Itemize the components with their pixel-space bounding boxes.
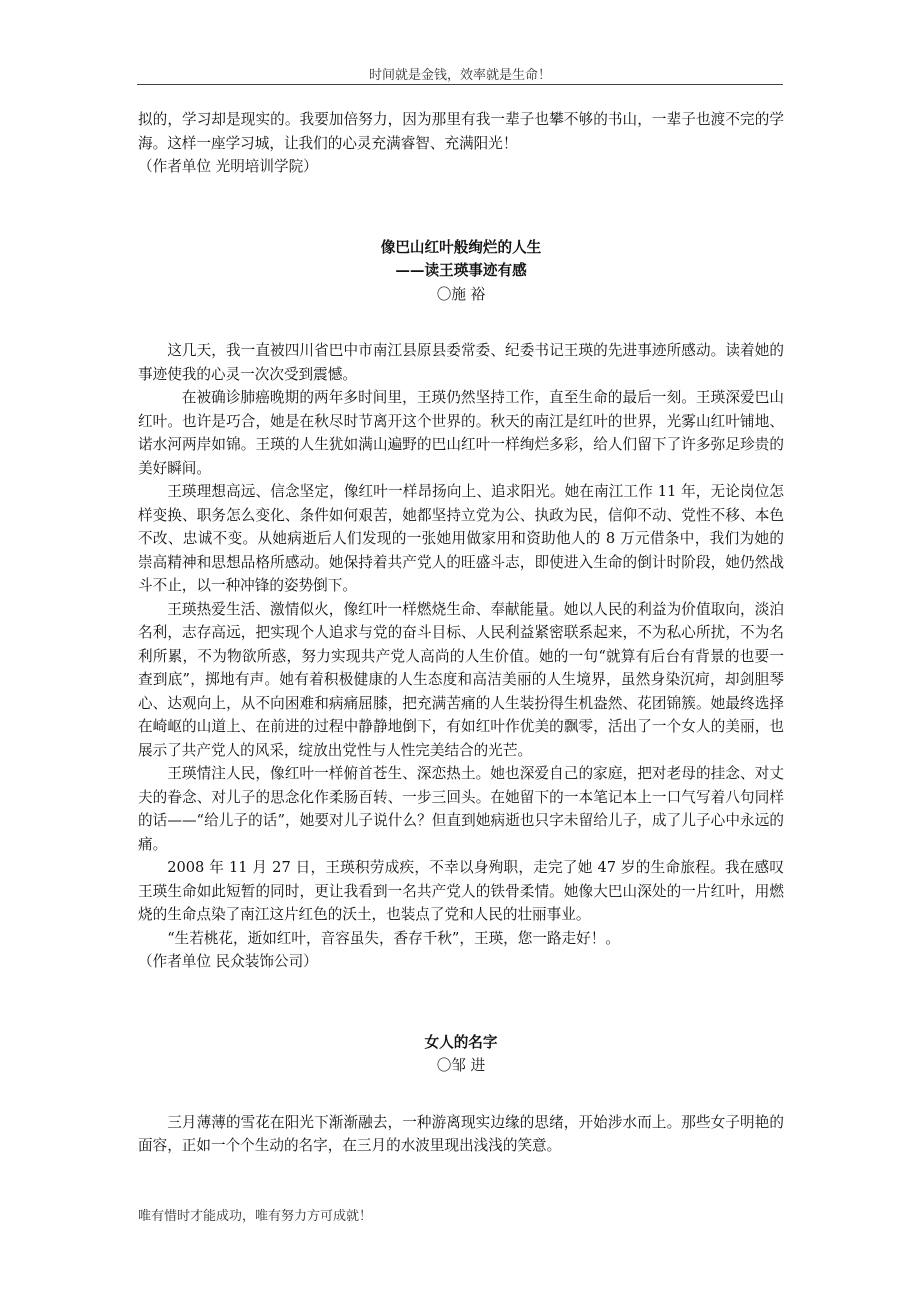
page-header: 时间就是金钱，效率就是生命！	[368, 68, 551, 83]
article1-affiliation: （作者单位 民众装饰公司）	[138, 953, 318, 970]
article1-paragraph: 王瑛理想高远、信念坚定，像红叶一样昂扬向上、追求阳光。她在南江工作 11 年，无论岗位怎样变换、职务怎么变化、条件如何艰苦，她都坚持立党为公、执政为民，信仰不动、党性不移、本色不改、忠诚不变。从她病逝后人们发现的一张她用做家用和资助他人的 8 万元借条中，我们为她的崇高精神和思想品格所感动。她保持着共产党人的旺盛斗志，即使进入生命的倒计时阶段，她仍然战斗不止，以一种冲锋的姿势倒下。	[138, 483, 784, 594]
article1-author: 〇施 裕	[436, 285, 486, 303]
continuation-affiliation: （作者单位 光明培训学院）	[138, 158, 318, 175]
page-footer: 唯有惜时才能成功，唯有努力方可成就！	[138, 1209, 373, 1224]
article1-paragraph: “生若桃花，逝如红叶，音容虽失，香存千秋”，王瑛，您一路走好！。	[167, 929, 620, 947]
article2-author: 〇邹 进	[436, 1057, 486, 1074]
page-body	[138, 108, 784, 1158]
article1-paragraph: 在被确诊肺癌晚期的两年多时间里，王瑛仍然坚持工作，直至生命的最后一刻。王瑛深爱巴山红叶。也许是巧合，她是在秋尽时节离开这个世界的。秋天的南江是红叶的世界，光雾山红叶铺地、诺水河两岸如锦。王瑛的人生犹如满山遍野的巴山红叶一样绚烂多彩，给人们留下了许多弥足珍贵的美好瞬间。	[138, 389, 784, 477]
article1-paragraph: 王瑛热爱生活、激情似火，像红叶一样燃烧生命、奉献能量。她以人民的利益为价值取向，淡泊名利，志存高远，把实现个人追求与党的奋斗目标、人民利益紧密联系起来，不为私心所扰，不为名利所累，不为物欲所惑，努力实现共产党人高尚的人生价值。她的一句“就算有后台有背景的也要一查到底”，掷地有声。她有着积极健康的人生态度和高洁美丽的人生境界，虽然身染沉疴，却剑胆琴心、达观向上，从不向困难和病痛屈膝，把充满苦痛的人生装扮得生机盎然、花团锦簇。她最终选择在崎岖的山道上、在前进的过程中静静地倒下，有如红叶作优美的飘零，活出了一个女人的美丽，也展示了共产党人的风采，绽放出党性与人性完美结合的光芒。	[138, 600, 784, 759]
article1-title: 像巴山红叶般绚烂的人生	[380, 238, 542, 256]
article1-paragraph: 王瑛情注人民，像红叶一样俯首苍生、深恋热土。她也深爱自己的家庭，把对老母的挂念、对丈夫的眷念、对儿子的思念化作柔肠百转、一步三回头。在她留下的一本笔记本上一口气写着八句同样的话——“给儿子的话”，她要对儿子说什么？但直到她病逝也只字未留给儿子，成了儿子心中永远的痛。	[138, 765, 784, 853]
article1-paragraph: 这几天，我一直被四川省巴中市南江县原县委常委、纪委书记王瑛的先进事迹所感动。读着她的事迹使我的心灵一次次受到震憾。	[138, 342, 784, 383]
header-rule	[137, 84, 783, 85]
article1-subtitle: ——读王瑛事迹有感	[395, 262, 527, 279]
continuation-paragraph: 拟的，学习却是现实的。我要加倍努力，因为那里有我一辈子也攀不够的书山，一辈子也渡不完的学海。这样一座学习城，让我们的心灵充满睿智、充满阳光！	[138, 111, 784, 152]
article2-title: 女人的名字	[424, 1033, 498, 1051]
article2-paragraph: 三月薄薄的雪花在阳光下渐渐融去，一种游离现实边缘的思绪，开始涉水而上。那些女子明艳的面容，正如一个个生动的名字，在三月的水波里现出浅浅的笑意。	[138, 1113, 784, 1154]
article1-paragraph: 2008 年 11 月 27 日，王瑛积劳成疾，不幸以身殉职，走完了她 47 岁的生命旅程。我在感叹王瑛生命如此短暂的同时，更让我看到一名共产党人的铁骨柔情。她像大巴山深处的一片红叶，用燃烧的生命点染了南江这片红色的沃土，也装点了党和人民的壮丽事业。	[138, 859, 784, 923]
